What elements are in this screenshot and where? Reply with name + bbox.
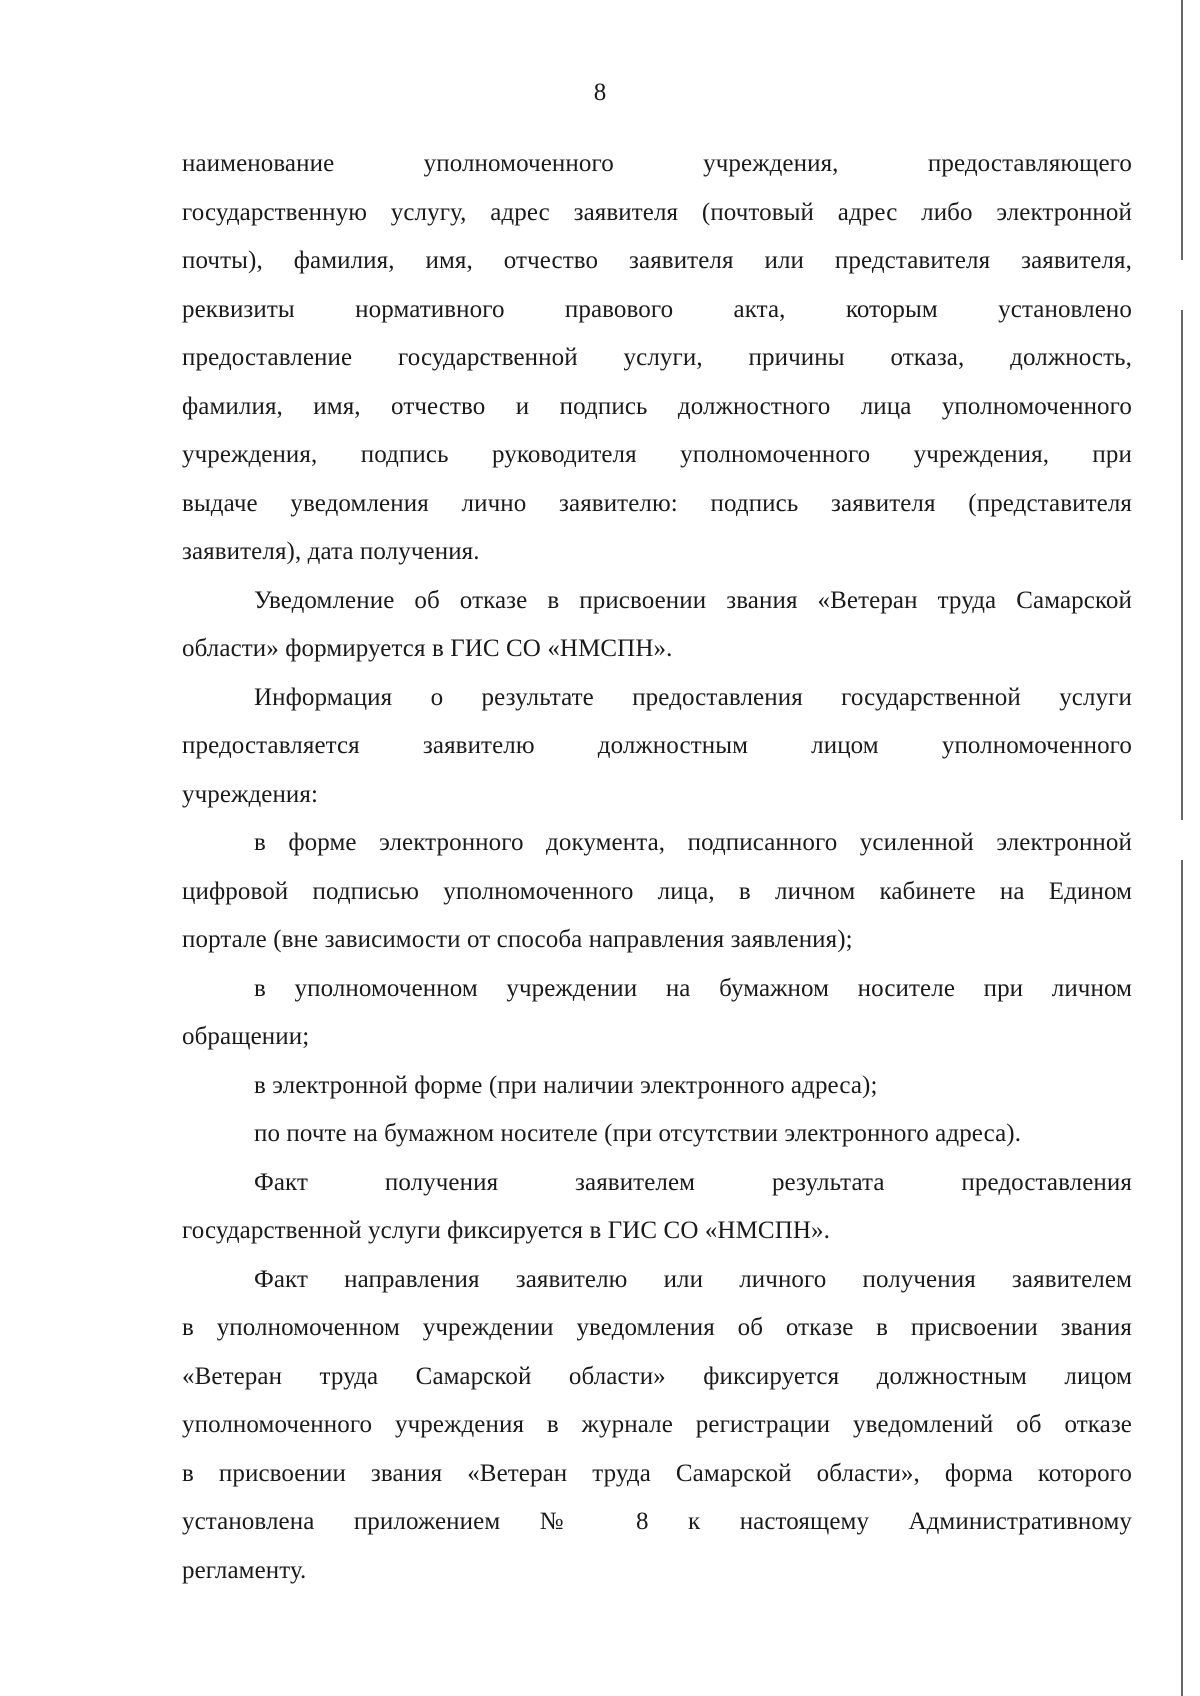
text-line: портале (вне зависимости от способа направления заявления); bbox=[182, 926, 853, 953]
paragraph-receipt-fact bbox=[182, 1159, 1132, 1256]
paragraph-result-information bbox=[182, 674, 1132, 820]
text-line: уполномоченного учреждения в журнале регистрации уведомлений об отказе bbox=[182, 1411, 1132, 1438]
text-line: государственную услугу, адрес заявителя (почтовый адрес либо электронной bbox=[182, 198, 1132, 226]
scan-edge-line bbox=[1181, 0, 1183, 1696]
text-line: обращении; bbox=[182, 1023, 310, 1050]
text-line: в форме электронного документа, подписанного усиленной электронной bbox=[254, 829, 1132, 856]
text-line: Факт получения заявителем результата предоставления bbox=[254, 1168, 1132, 1196]
text-line: предоставление государственной услуги, причины отказа, должность, bbox=[182, 344, 1132, 371]
paragraph-refusal-notice-contents bbox=[182, 140, 1132, 577]
paragraph-notice-registration bbox=[182, 1256, 1132, 1596]
text-line: по почте на бумажном носителе (при отсутствии электронного адреса). bbox=[254, 1120, 1022, 1147]
text-line: реквизиты нормативного правового акта, которым установлено bbox=[182, 295, 1132, 323]
document-body bbox=[182, 140, 1132, 1595]
text-line: Факт направления заявителю или личного получения заявителем bbox=[254, 1265, 1132, 1293]
text-line: в присвоении звания «Ветеран труда Самарской области», форма которого bbox=[182, 1459, 1132, 1487]
page-number: 8 bbox=[593, 79, 607, 106]
text-line: государственной услуги фиксируется в ГИС СО «НМСПН». bbox=[182, 1217, 830, 1244]
paragraph-electronic-document bbox=[182, 819, 1132, 965]
text-line: регламенту. bbox=[182, 1556, 307, 1584]
text-line: учреждения: bbox=[182, 780, 319, 808]
text-line: заявителя), дата получения. bbox=[182, 538, 480, 565]
text-line: учреждения, подпись руководителя уполномоченного учреждения, при bbox=[182, 441, 1132, 468]
text-line: установлена приложением № 8 к настоящему Административному bbox=[182, 1508, 1132, 1535]
text-line: в электронной форме (при наличии электронного адреса); bbox=[254, 1071, 878, 1099]
paragraph-paper-in-person bbox=[182, 965, 1132, 1062]
text-line: предоставляется заявителю должностным лицом уполномоченного bbox=[182, 732, 1132, 759]
paragraph-electronic-form bbox=[182, 1062, 1132, 1111]
text-line: выдаче уведомления лично заявителю: подпись заявителя (представителя bbox=[182, 489, 1132, 517]
paragraph-by-post bbox=[182, 1110, 1132, 1159]
text-line: наименование уполномоченного учреждения, предоставляющего bbox=[182, 150, 1132, 177]
text-line: фамилия, имя, отчество и подпись должностного лица уполномоченного bbox=[182, 392, 1132, 420]
text-line: цифровой подписью уполномоченного лица, в личном кабинете на Едином bbox=[182, 877, 1132, 905]
text-line: «Ветеран труда Самарской области» фиксируется должностным лицом bbox=[182, 1362, 1132, 1390]
text-line: в уполномоченном учреждении на бумажном носителе при личном bbox=[254, 974, 1132, 1002]
text-line: Информация о результате предоставления государственной услуги bbox=[254, 683, 1132, 711]
paragraph-refusal-notice-generation bbox=[182, 577, 1132, 674]
text-line: в уполномоченном учреждении уведомления об отказе в присвоении звания bbox=[182, 1314, 1132, 1341]
text-line: почты), фамилия, имя, отчество заявителя или представителя заявителя, bbox=[182, 247, 1132, 274]
text-line: Уведомление об отказе в присвоении звания «Ветеран труда Самарской bbox=[254, 586, 1132, 614]
text-line: области» формируется в ГИС СО «НМСПН». bbox=[182, 635, 673, 662]
